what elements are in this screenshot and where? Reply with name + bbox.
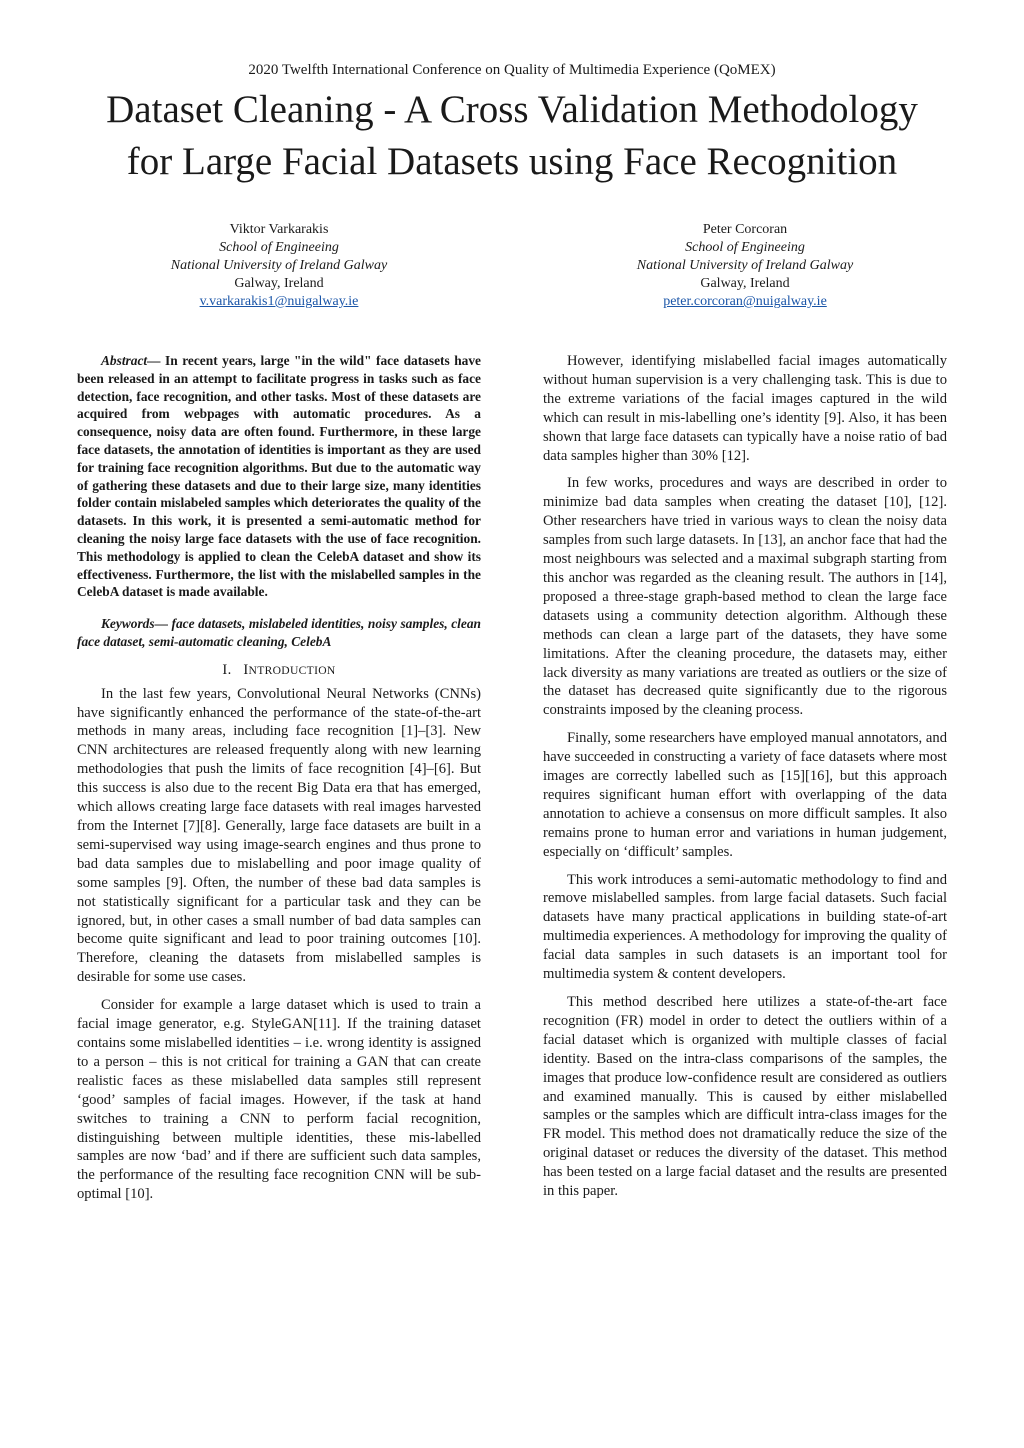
author-block-1 <box>69 221 489 311</box>
body-paragraph: In few works, procedures and ways are described in order to minimize bad data samples when creating the dataset [10], [12]. Other researchers have tried in various ways to clean the noisy data samples from such large datasets. In [13], an anchor face that had the most neighbours was selected and a maximal subgraph starting from this anchor was regarded as the cleaning result. The authors in [14], proposed a three-stage graph-based method to clean the large face datasets using a community detection algorithm. Although these methods can clean a large part of the datasets, they have some limitations. After the cleaning procedure, the datasets may, either lack diversity as many variations are treated as outliers or the size of the dataset has decreased quite significantly due to the rigorous constraints imposed by the cleaning process. <box>543 475 947 719</box>
author-block-2 <box>535 221 955 311</box>
author-email-link[interactable]: v.varkarakis1@nuigalway.ie <box>199 294 359 309</box>
section-title-rest: NTRODUCTION <box>248 663 336 677</box>
keywords-label: Keywords— <box>101 616 168 632</box>
keywords <box>77 615 481 651</box>
author-location: Galway, Ireland <box>700 276 790 291</box>
author-university: National University of Ireland Galway <box>636 258 854 273</box>
title-line-2: for Large Facial Datasets using Face Recognition <box>126 140 898 183</box>
author-dept: School of Engineeing <box>219 240 339 255</box>
body-paragraph: This work introduces a semi-automatic methodology to find and remove mislabelled samples. from large facial datasets. Such facial datasets have many practical applications in building state-of-art multimedia experiences. A methodology for improving the quality of facial data samples in such datasets is an important tool for multimedia system & content developers. <box>543 871 947 983</box>
paper-title <box>40 84 984 188</box>
body-paragraph: Finally, some researchers have employed manual annotators, and have succeeded in constructing a variety of face datasets where most images are correctly labelled such as [15][16], but this approach requires significant human effort with overlapping of the data annotation to achieve a consensus on more difficult samples. It also remains prone to human error and variations in human judgement, especially on ‘difficult’ samples. <box>543 730 947 860</box>
author-name: Viktor Varkarakis <box>229 222 329 237</box>
author-email-link[interactable]: peter.corcoran@nuigalway.ie <box>663 294 827 309</box>
keywords-text: face datasets, mislabeled identities, noisy samples, clean face dataset, semi-automatic cleaning, CelebA <box>77 616 481 649</box>
body-paragraph: However, identifying mislabelled facial images automatically without human supervision is a very challenging task. This is due to the extreme variations of the facial images captured in the wild which can result in mis-labelling one’s identity [9]. Also, it has been shown that large face datasets can typically have a noise ratio of bad data samples higher than 30% [12]. <box>543 353 947 464</box>
abstract <box>77 352 481 601</box>
author-university: National University of Ireland Galway <box>170 258 388 273</box>
abstract-text: In recent years, large "in the wild" face datasets have been released in an attempt to facilitate progress in tasks such as face detection, face recognition, and other tasks. Most of these datasets are acquired from webpages with automatic procedures. As a consequence, noisy data are often found. Furthermore, in these large face datasets, the annotation of identities is important as they are used for training face recognition algorithms. But due to the automatic way of gathering these datasets and due to their large size, many identities folder contain mislabeled samples which deteriorates the quality of the datasets. In this work, it is presented a semi-automatic method for cleaning the noisy large face datasets with the use of face recognition. This methodology is applied to clean the CelebA dataset and show its effectiveness. Furthermore, the list with the mislabelled samples in the CelebA dataset is made available. <box>77 353 481 600</box>
section-heading-introduction <box>77 661 481 681</box>
section-title-initial: I <box>243 661 249 678</box>
author-dept: School of Engineeing <box>685 240 805 255</box>
right-column <box>543 352 947 1210</box>
author-name: Peter Corcoran <box>702 222 788 237</box>
title-line-1: Dataset Cleaning - A Cross Validation Methodology <box>106 88 918 131</box>
section-number: I. <box>222 661 232 678</box>
body-paragraph: This method described here utilizes a state-of-the-art face recognition (FR) model in order to detect the outliers within of a facial dataset which is organized with multiple classes of facial identity. Based on the intra-class comparisons of the samples, the images that produce low-confidence result are considered as outliers and examined manually. This is caused by either mislabelled samples or the samples which are difficult intra-class images for the FR model. This method does not dramatically reduce the size of the original dataset or reduces the diversity of the dataset. This method has been tested on a large facial dataset and the results are presented in this paper. <box>543 994 947 1200</box>
conference-header: 2020 Twelfth International Conference on Quality of Multimedia Experience (QoMEX) <box>248 62 776 78</box>
abstract-label: Abstract— <box>101 353 161 368</box>
left-column <box>77 352 481 1213</box>
body-paragraph: Consider for example a large dataset which is used to train a facial image generator, e.g. StyleGAN[11]. If the training dataset contains some mislabelled identities – i.e. wrong identity is assigned to a person – this is not critical for training a GAN that can create realistic faces as these mislabelled data samples still represent ‘good’ samples of facial images. However, if the task at hand switches to training a CNN to perform facial recognition, distinguishing between multiple identities, these mis-labelled samples are now ‘bad’ and if there are sufficient such data samples, the performance of the resulting face recognition CNN will be sub-optimal [10]. <box>77 997 481 1203</box>
author-location: Galway, Ireland <box>234 276 324 291</box>
body-paragraph: In the last few years, Convolutional Neural Networks (CNNs) have significantly enhanced the performance of the state-of-the-art methods in many areas, including face recognition [1]–[3]. New CNN architectures are released frequently along with new learning methodologies that push the limits of face recognition [4]–[6]. But this success is also due to the recent Big Data era that has emerged, which allows creating large face datasets with real images harvested from the Internet [7][8]. Generally, large face datasets are built in a semi-supervised way using image-search engines and thus prone to bad data samples due to mislabelling and poor image quality of some samples [9]. Often, the number of these bad data samples is not statistically significant for a particular task and they can be ignored, but, in other cases a small number of bad data samples can become quite significant and lead to poor training outcomes [10]. Therefore, cleaning the datasets from mislabelled samples is desirable for some use cases. <box>77 685 481 986</box>
